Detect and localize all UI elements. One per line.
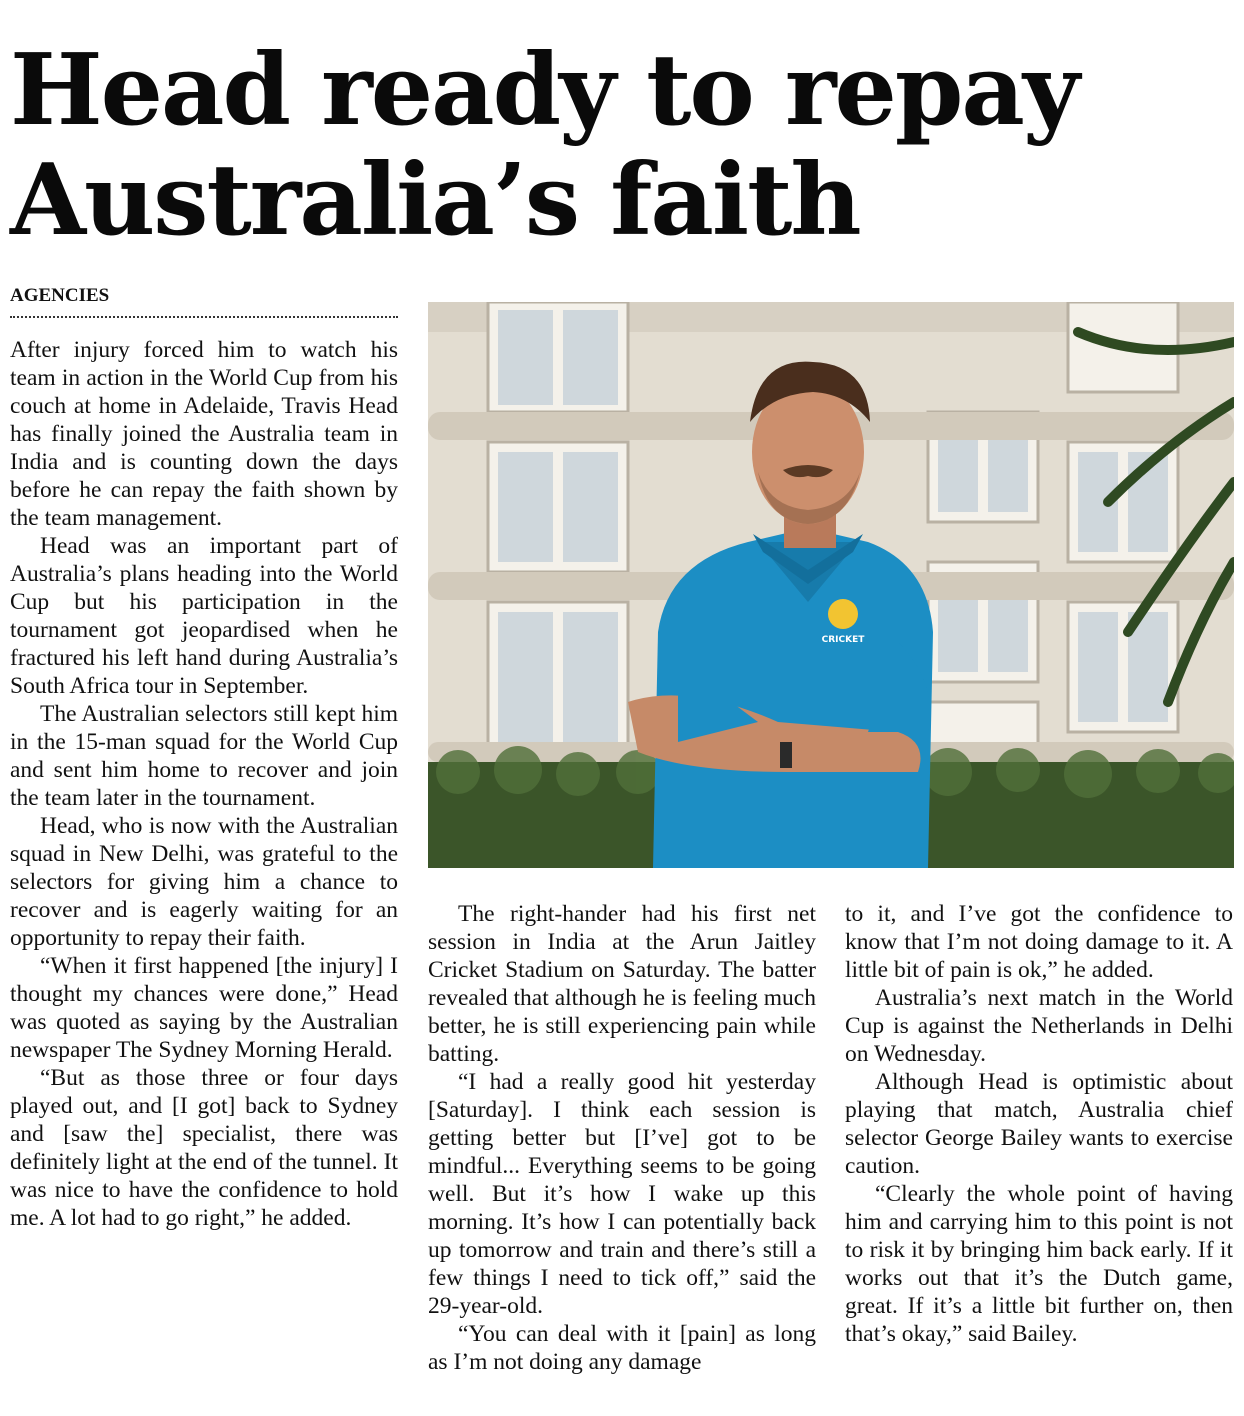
paragraph: to it, and I’ve got the confidence to know that I’m not doing damage to it. A little bit of pain is ok,” he added. (845, 901, 1233, 983)
paragraph: Australia’s next match in the World Cup is against the Netherlands in Delhi on Wednesday. (845, 985, 1233, 1067)
article-column-3 (845, 900, 1233, 1348)
photo-illustration (428, 302, 1234, 868)
paragraph: “You can deal with it [pain] as long as I’m not doing any damage (428, 1321, 816, 1375)
paragraph: “When it first happened [the injury] I thought my chances were done,” Head was quoted as saying by the Australian newspaper The Sydney Morning Herald. (10, 953, 398, 1063)
byline: AGENCIES (10, 284, 398, 318)
article-column-2 (428, 900, 816, 1376)
article-column-1 (10, 336, 398, 1232)
headline-line-2: Australia’s faith (10, 143, 860, 258)
shirt-logo-text: CRICKET (821, 635, 865, 645)
article-photo (428, 302, 1234, 868)
paragraph: Although Head is optimistic about playing that match, Australia chief selector George Bailey wants to exercise caution. (845, 1069, 1233, 1179)
paragraph: After injury forced him to watch his team in action in the World Cup from his couch at home in Adelaide, Travis Head has finally joined the Australia team in India and is counting down the days before he can repay the faith shown by the team management. (10, 337, 398, 531)
paragraph: Head, who is now with the Australian squad in New Delhi, was grateful to the selectors for giving him a chance to recover and is eagerly waiting for an opportunity to repay their faith. (10, 813, 398, 951)
headline (10, 33, 1230, 258)
paragraph: “I had a really good hit yesterday [Saturday]. I think each session is getting better but [I’ve] got to be mindful... Everything seems to be going well. But it’s how I wake up this morning. It’s how I can potentially back up tomorrow and train and there’s still a few things I need to tick off,” said the 29-year-old. (428, 1069, 816, 1319)
paragraph: The right-hander had his first net session in India at the Arun Jaitley Cricket Stadium on Saturday. The batter revealed that although he is feeling much better, he is still experiencing pain while batting. (428, 901, 816, 1067)
paragraph: “Clearly the whole point of having him and carrying him to this point is not to risk it by bringing him back early. If it works out that it’s the Dutch game, great. If it’s a little bit further on, then that’s okay,” said Bailey. (845, 1181, 1233, 1347)
paragraph: “But as those three or four days played out, and [I got] back to Sydney and [saw the] specialist, there was definitely light at the end of the tunnel. It was nice to have the confidence to hold me. A lot had to go right,” he added. (10, 1065, 398, 1231)
paragraph: The Australian selectors still kept him in the 15-man squad for the World Cup and sent him home to recover and join the team later in the tournament. (10, 701, 398, 811)
paragraph: Head was an important part of Australia’s plans heading into the World Cup but his participation in the tournament got jeopardised when he fractured his left hand during Australia’s South Africa tour in September. (10, 533, 398, 699)
headline-line-1: Head ready to repay (10, 33, 1078, 148)
